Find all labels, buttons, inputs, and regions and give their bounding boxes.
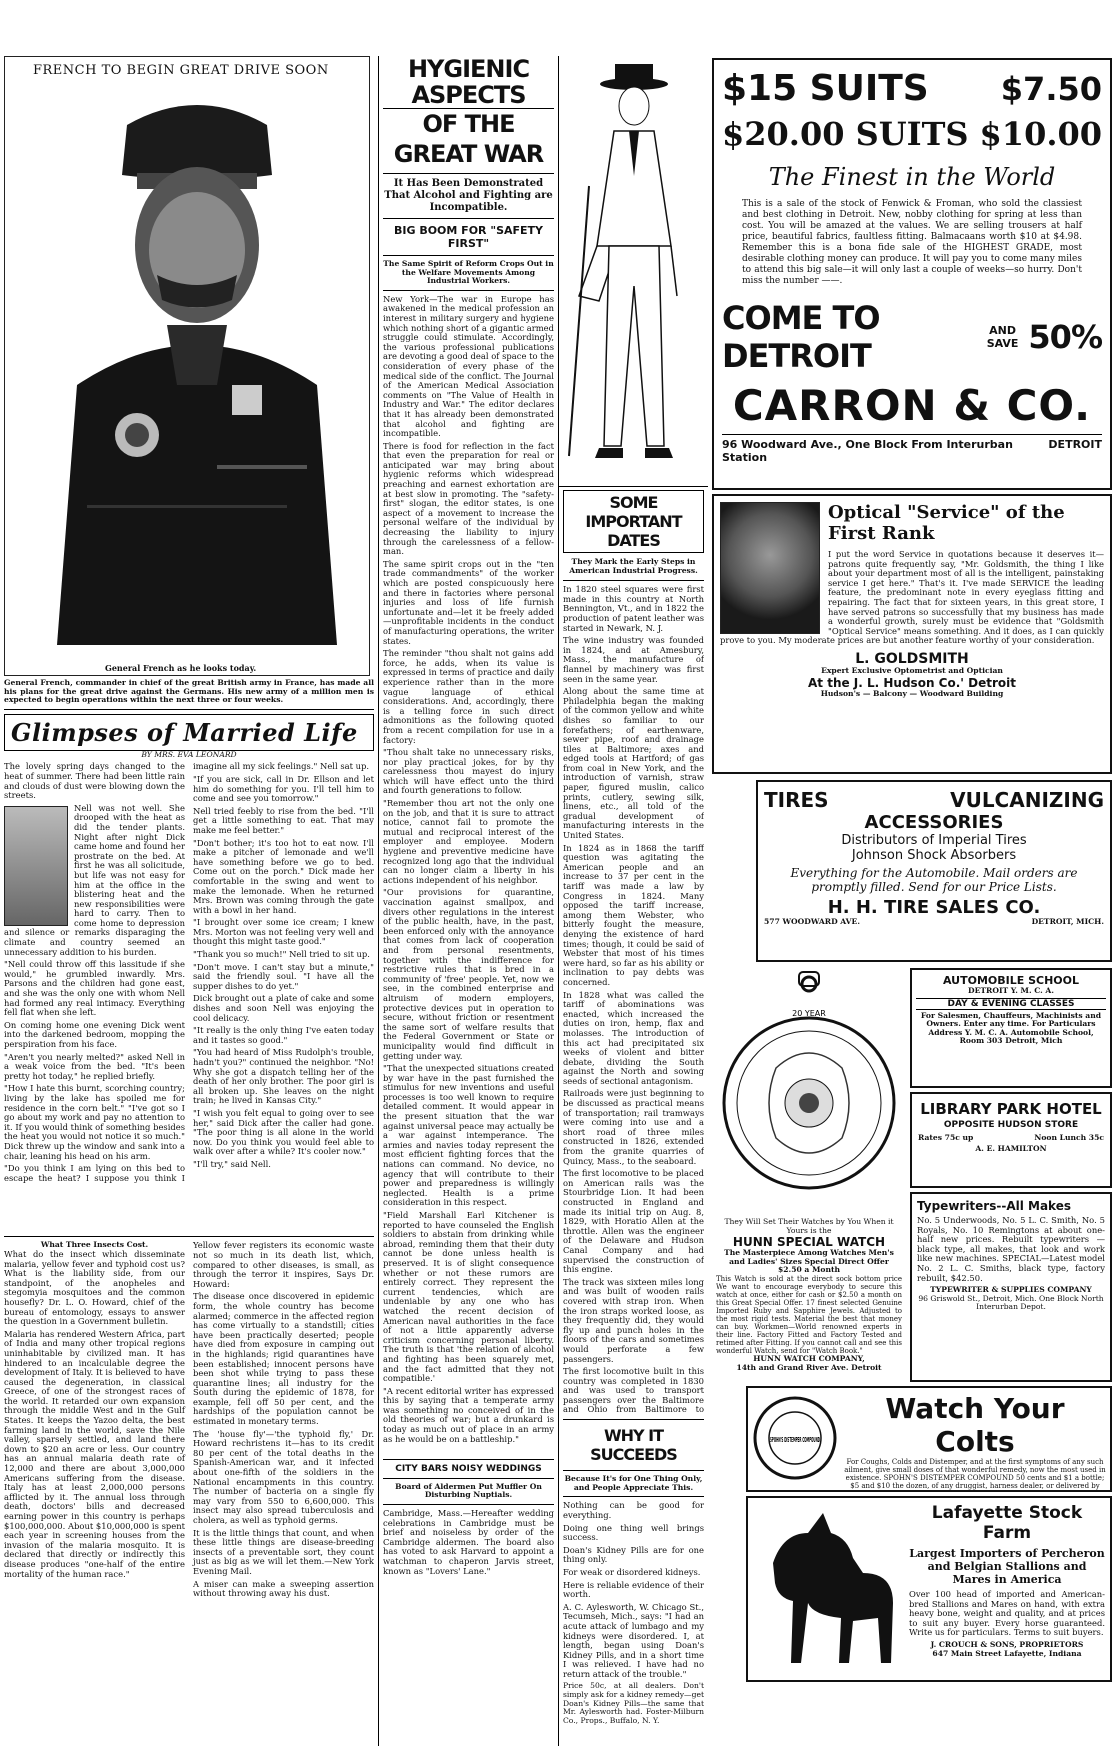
dates-paragraph: In 1820 steel squares were first made in this country at North Bennington, Vt., and in 1822 the production of patent leather was started in Newark, N. J. xyxy=(563,585,704,633)
why-deck: Because It's for One Thing Only, and People Appreciate This. xyxy=(564,1474,703,1492)
glimpses-paragraph: "Aren't you nearly melted?" asked Nell in a weak voice from the bed. "It's been pretty hot today," he replied briefly. xyxy=(4,1051,185,1081)
watch-title: HUNN SPECIAL WATCH xyxy=(732,1235,886,1250)
tires-line: Everything for the Automobile. Mail orders are promptly filled. Send for our Price Lists. xyxy=(790,866,1078,894)
tires-name: H. H. TIRE SALES CO. xyxy=(827,897,1041,918)
farm-body: Over 100 head of imported and American-bred Stallions and Mares on hand, with extra heavy bone, weight and quality, and at prices to suit any buyer. Every horse guaranteed. Write us for particulars. Terms to suit buyers. xyxy=(909,1589,1105,1638)
typewriters-title: Typewriters--All Makes xyxy=(917,1199,1071,1213)
tires-city: DETROIT, MICH. xyxy=(1031,917,1104,926)
city-title: CITY BARS NOISY WEDDINGS xyxy=(395,1463,542,1474)
carron-come: COME TO DETROIT xyxy=(722,299,880,375)
hygienic-title-1: HYGIENIC ASPECTS xyxy=(383,56,554,109)
hygienic-paragraph: New York—The war in Europe has awakened in the medical profession an interest in military surgery and hygiene which nothing short of a gigantic armed struggle could stimulate. Accordingly, the various professional publications are devoting a good deal of space to the consideration of every phase of the medical side of the conflict. The Journal of the American Medical Association comments on "The Value of Health in Industry and War." The editor declares that it has already been demonstrated that alcohol and fighting are incompatible. xyxy=(383,294,554,439)
hygienic-paragraph: "Field Marshall Earl Kitchener is reported to have counseled the English soldiers to abstain from drinking while abroad, reminding them that their duty cannot be done unless health is preserved. It is of slight consequence whether or not these rumors are entirely correct. They represent the current tendencies, which are undeniable by any one who has watched the recent decision of American naval authorities in the face of not a little apparently adverse criticism concerning personal liberty. The truth is that 'the relation of alcohol and fighting has been squarely met, and the fact admitted that they not compatible.' xyxy=(383,1210,554,1384)
colts-body: For Coughs, Colds and Distemper, and at the first symptoms of any such ailment, give small doses of that wonderful remedy, now the most used in existence. SPOHN'S DISTEMPER COMPOUND 50 cents and $1 a bottle; $5 and $10 the dozen, of any druggist, harness dealer, or delivered by xyxy=(844,1458,1106,1490)
hotel-manager: A. E. HAMILTON xyxy=(975,1143,1047,1153)
column-2 xyxy=(378,56,554,1746)
tires-distributors: Distributors of Imperial Tires xyxy=(841,833,1027,848)
why-title: WHY IT SUCCEEDS xyxy=(590,1426,677,1465)
carron-price-20: $20.00 SUITS xyxy=(722,115,969,153)
carron-sale-750: $7.50 xyxy=(1000,70,1102,108)
photo-text: General French, commander in chief of the great British army in France, has made all his plans for the great drive against the Germans. His new army of a million men is expected to begin operations within the next three or four weeks. xyxy=(4,678,374,705)
why-paragraph: Price 50c, at all dealers. Don't simply ask for a kidney remedy—get Doan's Kidney Pills—the same that Mr. Aylesworth had. Foster-Milburn Co., Props., Buffalo, N. Y. xyxy=(563,1681,704,1725)
glimpses-paragraph: "If you are sick, call in Dr. Ellson and let him do something for you. I'll tell him to come and see you tomorrow." xyxy=(193,773,374,804)
hotel-name: LIBRARY PARK HOTEL xyxy=(920,1100,1102,1118)
carron-name: CARRON & CO. xyxy=(732,381,1092,430)
accessories-title: ACCESSORIES xyxy=(864,812,1004,833)
hotel-rates: Rates 75c up xyxy=(918,1133,974,1142)
glimpses-paragraph: "I brought over some ice cream; I knew Mrs. Morton was not feeling very well and thought this might taste good." xyxy=(193,917,374,947)
photo-caption: General French as he looks today. xyxy=(105,663,257,673)
typewriters-ad xyxy=(910,1192,1112,1382)
photo-box xyxy=(4,56,370,676)
dates-paragraph: The first locomotive to be placed on American rails was the Stourbridge Lion. It had been constructed in England and made its initial trip on Aug. 8, 1829, with Horatio Allen at the throttle. Allen was the engineer of the Delaware and Hudson Canal Company and had supervised the construction of this engine. xyxy=(563,1168,704,1275)
column-3 xyxy=(558,56,708,1746)
auto-school-ad xyxy=(910,968,1112,1088)
colts-company xyxy=(752,1490,1106,1492)
watch-body: This Watch is sold at the direct sock bottom price We want to encourage everybody to secure this watch at once, either for cash or $2.50 a month on this Great Special Offer. 17 finest selected Genuine Imported Ruby and Sapphire Jewels. Adjusted to the most rigid tests. Material the best that money can buy. Workmen—World renowned experts in their line. Factory Fitted and Factory Tested and retimed after Fitting. If you cannot call and see this wonderful Watch, send for "Watch Book." xyxy=(716,1274,902,1355)
watch-intro: They Will Set Their Watches by You When it Yours is the xyxy=(724,1217,894,1235)
glimpses-paragraph: "How I hate this burnt, scorching country; living by the lake has spoiled me for residence in the corn belt." "I've got so I go about my work and pay no attention to it. If you would think of something besides the heat you would not notice it so much." Dick threw up the window and sank into a chair, leaning his head on his arm. xyxy=(4,1083,185,1161)
glimpses-paragraph: "I wish you felt equal to going over to see her," said Dick after the caller had gone. "The poor thing is all alone in the world now. Do you think you would feel able to walk over after a while? It's cooler now." xyxy=(193,1107,374,1157)
school-classes: DAY & EVENING CLASSES xyxy=(916,998,1106,1010)
farm-ad xyxy=(746,1496,1112,1682)
why-paragraph: Doing one thing well brings success. xyxy=(563,1522,704,1543)
dandy-illustration xyxy=(559,56,708,486)
insects-paragraph: The disease once discovered in epidemic form, the whole country has become alarmed; commerce in the affected region has come virtually to a standstill; cities have been practically deserted; people have died from exposure in camping out in the highlands; rigid quarantines have been established; innocent persons have been shot while trying to pass these quarantine lines; all industry for the South during the epidemic of 1878, for example, fell off 50 per cent, and the hardships of the population cannot be estimated in monetary terms. xyxy=(193,1291,374,1427)
carron-city: DETROIT xyxy=(1048,438,1102,451)
dates-paragraph: Along about the same time at Philadelphia began the making of the common yellow and white dishes so familiar to our forefathers; of earthenware, sewer pipe, roof and drainage tiles at Baltimore; axes and edged tools at Hartford; of gas from coal in New York, and the introduction of varnish, straw paper, figured muslin, calico prints, cutlery, sewing silk, linens, etc., all told of the gradual development of manufacturing interests in the United States. xyxy=(563,686,704,841)
carron-slogan: The Finest in the World xyxy=(768,163,1056,191)
school-title: AUTOMOBILE SCHOOL xyxy=(942,974,1079,987)
carron-and-save: AND SAVE xyxy=(986,324,1019,350)
glimpses-paragraph: The lovely spring days changed to the heat of summer. There had been little rain and clouds of dust were blowing down the streets. xyxy=(4,762,185,801)
why-paragraph: Here is reliable evidence of their worth. xyxy=(563,1579,704,1600)
horse-illustration xyxy=(753,1503,903,1673)
city-paragraph: Cambridge, Mass.—Hereafter wedding celebrations in Cambridge must be brief and noiseless by order of the Cambridge aldermen. The board also has voted to ask Harvard to appoint a watchman to chaperon Jarvis street, known as "Lovers' Lane." xyxy=(383,1507,554,1576)
tires-address: 577 WOODWARD AVE. xyxy=(764,917,860,926)
insects-paragraph: Yellow fever registers its economic waste not so much in its death list, which, compared to other diseases, is small, as through the terror it inspires, Says Dr. Howard: xyxy=(193,1241,374,1289)
optical-body: I put the word Service in quotations because it deserves it—patrons quite frequently say, "Mr. Goldsmith, the thing I like about your department most of all is the intelligent, painstaking service I get here." That's it. I've made SERVICE the leading feature, the predominant note in every eyeglass fitting and repairing. The fact that for sixteen years, in this great store, I have served patrons so successfully that my business has made a wonderful growth, surely must be evidence that "Goldsmith "Optical Service" means something. And it does, as I can quickly prove to you. My moderate prices are but another feature worthy of your consideration. xyxy=(720,549,1104,646)
farm-sub: Largest Importers of Percheron and Belgian Stallions and Mares in America xyxy=(909,1547,1105,1586)
spohn-seal-text: SPOHN'S DISTEMPER COMPOUND xyxy=(770,1436,821,1444)
typewriters-address: 96 Griswold St., Detroit, Mich. One Block North Interurban Depot. xyxy=(918,1293,1104,1312)
watch-brand: 20 YEAR xyxy=(792,1009,826,1018)
glimpses-paragraph: "Don't bother; it's too hot to eat now. I'll make a pitcher of lemonade and we'll have something before we go to bed. Come out on the porch." Dick made her comfortable in the swing and went to make the lemonade. When he returned Mrs. Brown was coming through the gate with a bowl in her hand. xyxy=(193,837,374,915)
watch-company: HUNN WATCH COMPANY, xyxy=(753,1353,865,1363)
optical-ad xyxy=(712,494,1112,774)
why-paragraph: Doan's Kidney Pills are for one thing only. xyxy=(563,1544,704,1565)
vulcanizing-title: VULCANIZING xyxy=(950,788,1104,812)
dates-story xyxy=(563,585,704,1415)
carron-body: This is a sale of the stock of Fenwick & Froman, who sold the classiest and best clothing in Detroit. New, nobby clothing for spring at less than cost. You will be amazed at the values. We are selling trousers at half price, beautiful fabrics, faultless fitting. Balmacaans worth $10 at $4.98. Remember this is a bona fide sale of the HIGHEST GRADE, most desirable clothing money can produce. It will pay you to come many miles to attend this big sale—it will only last a couple of weeks—so hurry. Don't miss the number ——. xyxy=(742,199,1082,286)
watch-address: 14th and Grand River Ave. Detroit xyxy=(736,1362,882,1372)
colts-title: Watch Your Colts xyxy=(885,1392,1065,1458)
tires-title: TIRES xyxy=(764,788,829,812)
general-french-portrait xyxy=(17,85,357,645)
farm-company: J. CROUCH & SONS, PROPRIETORS xyxy=(930,1639,1084,1649)
hygienic-paragraph: There is food for reflection in the fact that even the preparation for real or anticipated war may bring about hygienic reforms which widespread preaching and earnest exhortation are at best slow in promoting. The "safety-first" slogan, the editor states, is one aspect of a movement to increase the personal welfare of the individual by decreasing the liability to injury through the carelessness of a fellow-man. xyxy=(383,440,554,557)
glimpses-paragraph: Nell tried feebly to rise from the bed. "I'll get a little something to eat. That may make me feel better." xyxy=(193,805,374,835)
hygienic-paragraph: "A recent editorial writer has expressed this by saying that a temperate army was something no conceived of in the old theories of war; but a drunkard is today as much out of place in an army as he would be on a battleship." xyxy=(383,1385,554,1444)
dates-paragraph: In 1828 what was called the tariff of abominations was enacted, which increased the duties on iron, hemp, flax and molasses. The introduction of this act had precipitated six weeks of violent and bitter debate, dividing the South against the North and sowing seeds of sectional antagonism. xyxy=(563,989,704,1086)
watch-ad xyxy=(712,966,906,1381)
carron-price-15: $15 SUITS xyxy=(722,68,929,109)
school-body: For Salesmen, Chauffeurs, Machinists and Owners. Enter any time. For Particulars Address Y. M. C. A. Automobile School, Room 303 Detroit, Mich xyxy=(920,1010,1102,1046)
dates-paragraph: The wine industry was founded in 1824, and at Amesbury, Mass., the manufacture of flannel by machinery was first seen in the same year. xyxy=(563,635,704,684)
optical-name: L. GOLDSMITH xyxy=(855,650,969,667)
insects-title: What Three Insects Cost. xyxy=(40,1241,149,1250)
dates-paragraph: In 1824 as in 1868 the tariff question was agitating the American people and an increase to 37 per cent in the tariff was made a law by Congress in 1824. Many opposed the tariff increase, among them Webster, who bitterly fought the measure, denying the existence of hard times; though, it could be said of Webster that most of his times were hard, so far as his ability or inclination to pay debts was concerned. xyxy=(563,842,704,987)
glimpses-paragraph: "I'll try," said Nell. xyxy=(193,1158,271,1169)
optical-at: At the J. L. Hudson Co.' Detroit xyxy=(808,675,1016,690)
carron-ad xyxy=(712,58,1112,490)
hygienic-story xyxy=(383,295,554,1455)
insects-paragraph: What do the insect which disseminate malaria, yellow fever and typhoid cost us? What is the liability side, from our standpoint, of the anopheles and stegomyia mosquitoes and the common housefly? Dr. L. O. Howard, chief of the bureau of entomology, essays to answer the question in a Government bulletin. xyxy=(4,1248,185,1327)
glimpses-paragraph: On coming home one evening Dick went into the darkened bedroom, mopping the perspiration from his face. xyxy=(4,1019,185,1049)
why-paragraph: Nothing can be good for everything. xyxy=(563,1500,704,1520)
glimpses-story xyxy=(4,762,374,1232)
typewriters-company: TYPEWRITER & SUPPLIES COMPANY xyxy=(930,1285,1092,1295)
hygienic-paragraph: The reminder "thou shalt not gains add force, he adds, when its value is expressed in terms of practice and daily experience rather than in the more vague language of ethical considerations. And, accordingly, there is a telling force in such direct admonitions as the following quoted from a recent compilation for use in a factory: xyxy=(383,648,554,745)
optical-title: Optical "Service" of the First Rank xyxy=(828,502,1065,544)
dates-paragraph: The first locomotive built in this country was completed in 1830 and was used to transport passengers over the Baltimore and Ohio from Baltimore to xyxy=(563,1366,704,1415)
hygienic-paragraph: "Thou shalt take no unnecessary risks, nor play practical jokes, for by thy carelessness thou mayest do injury which will have effect unto the third and fourth generations to follow. xyxy=(383,747,554,796)
watch-sub: The Masterpiece Among Watches Men's and Ladies' Sizes Special Direct Offer $2.50 a Month xyxy=(724,1248,894,1275)
glimpses-paragraph: Dick brought out a plate of cake and some dishes and soon Nell was enjoying the cool delicacy. xyxy=(193,993,374,1023)
dates-deck: They Mark the Early Steps in American Industrial Progress. xyxy=(569,557,698,575)
glimpses-paragraph: Nell was not well. She drooped with the heat as did the tender plants. Night after night Dick came home and found her prostrate on the bed. At first he was all solicitude, but life was not easy for him at the office in the blistering heat and the new responsibilities were hard to carry. Then to come home to depression and silence or remarks disparaging the climate and country seemed an unnecessary addition to his burden. xyxy=(4,802,185,957)
farm-address: 647 Main Street Lafayette, Indiana xyxy=(932,1648,1082,1658)
optical-location: Hudson's — Balcony — Woodward Building xyxy=(820,688,1004,698)
carron-sale-10: $10.00 xyxy=(979,115,1102,153)
school-sub: DETROIT Y. M. C. A. xyxy=(968,986,1054,995)
carron-address: 96 Woodward Ave., One Block From Interurban Station xyxy=(722,438,1013,464)
dates-paragraph: Railroads were just beginning to be discussed as practical means of transportation; rail tramways were coming into use and a short road of three miles constructed in 1826, extended from the granite quarries of Quincy, Mass., to the seaboard. xyxy=(563,1088,704,1166)
hotel-lunch: Noon Lunch 35c xyxy=(1034,1133,1104,1142)
colts-ad xyxy=(746,1386,1112,1492)
glimpses-paragraph: "Don't move. I can't stay but a minute," said the friendly soul. "I have all the supper dishes to do yet." xyxy=(193,961,374,991)
hotel-opposite: OPPOSITE HUDSON STORE xyxy=(943,1120,1079,1130)
city-deck: Board of Aldermen Put Muffler On Disturbing Nuptials. xyxy=(395,1481,542,1500)
glimpses-header xyxy=(4,714,374,751)
insects-paragraph: Malaria has rendered Western Africa, part of India and many other tropical regions uninhabitable by civilized man. It has hindered to an incalculable degree the development of Italy. It is believed to have caused the degeneration, in classical Greece, of one of the strongest races of the world. It retarded our own expansion through the middle West and in the Gulf States. It keeps the Yazoo delta, the best farming land in the world, save the Nile valley, sparsely settled, and land there down to $20 an acre or less. Our country has an annual malaria death rate of 12,000 and there are about 3,000,000 Americans suffering from the disease. Italy has at least 2,000,000 persons afflicted by it. The annual loss through death, doctors' bills and decreased earning power in this country is perhaps $100,000,000. About $10,000,000 is spent each year in screening houses from the invasion of the malaria mosquito. It is declared that directly or indirectly this disease produces "one-half of the entire mortality of the human race." xyxy=(4,1328,185,1579)
pocket-watch-illustration xyxy=(716,968,902,1218)
optical-sub: Expert Exclusive Optometrist and Optician xyxy=(821,665,1003,675)
glimpses-title: Glimpses of Married Life xyxy=(11,717,358,747)
hygienic-paragraph: "That the unexpected situations created by war have in the past furnished the stimulus for new inventions and useful processes is too well known to require detailed comment. It would appear in the present situation that the war against universal peace may actually be a war against intemperance. The armies and navies today represent the most efficient fighting forces that the nations can command. No device, no agency that will contribute to their power and preparedness is willingly neglected. Health is a prime consideration in this respect. xyxy=(383,1063,554,1208)
glimpses-paragraph: "Thank you so much!" Nell tried to sit up. xyxy=(193,949,370,960)
insects-paragraph: It is the little things that count, and when these little things are disease-breeding insects of a preventable sort, they count just as big as we will let them.—New York Evening Mail. xyxy=(193,1527,374,1576)
column-1 xyxy=(4,56,374,1746)
glimpses-paragraph: "You had heard of Miss Rudolph's trouble, hadn't you?" continued the neighbor. "No! Why she got a dispatch telling her of the death of her only brother. The poor girl is all broken up. She leaves on the night train; he lived in Kansas City." xyxy=(193,1047,374,1106)
why-paragraph: A. C. Aylesworth, W. Chicago St., Tecumseh, Mich., says: "I had an acute attack of lumbago and my kidneys were disordered. I, at length, began using Doan's Kidney Pills, and in a short time I was relieved. I have had no return attack of the trouble." xyxy=(563,1601,704,1679)
dates-paragraph: The track was sixteen miles long and was built of wooden rails covered with strap iron. When the iron straps worked loose, as they frequently did, they would fly up and punch holes in the floors of the cars and sometimes would perforate a few passengers. xyxy=(563,1276,704,1364)
hygienic-paragraph: The same spirit crops out in the "ten trade commandments" of the worker which are posted conspicuously here and there in factories where personal injuries and loss of life furnish unfortunate and—let it be freely added—unprofitable incidents in the conduct of manufacturing operations, the writer states. xyxy=(383,558,554,646)
hotel-ad xyxy=(910,1092,1112,1188)
goldsmith-portrait xyxy=(720,502,820,634)
hygienic-title-2: OF THE GREAT WAR xyxy=(393,110,544,168)
dates-title: SOME IMPORTANT DATES xyxy=(563,490,704,553)
why-paragraph: For weak or disordered kidneys. xyxy=(563,1566,701,1577)
carron-pct: 50% xyxy=(1028,318,1102,356)
glimpses-paragraph: "Do you think I am lying on this bed to escape the heat? I suppose you think I imagine all my sick feelings." Nell sat up. xyxy=(4,762,370,1183)
insects-paragraph: A miser can make a sweeping assertion without throwing away his dust. xyxy=(193,1578,374,1599)
spohn-seal-icon xyxy=(752,1392,838,1484)
hygienic-deck-1: It Has Been Demonstrated That Alcohol and Fighting are Incompatible. xyxy=(384,178,553,213)
why-story xyxy=(563,1501,704,1725)
glimpses-paragraph: "Nell could throw off this lassitude if she would," he grumbled inwardly. Mrs. Parsons and the children had gone east, and she was the only one with whom Nell had formed any real intimacy. Everything fell flat when she left. xyxy=(4,959,185,1018)
tires-ad xyxy=(756,780,1112,962)
farm-title: Lafayette Stock Farm xyxy=(931,1503,1083,1543)
glimpses-byline: BY MRS. EVA LEONARD xyxy=(141,749,237,759)
photo-title: FRENCH TO BEGIN GREAT DRIVE SOON xyxy=(33,63,329,78)
tires-absorbers: Johnson Shock Absorbers xyxy=(851,848,1017,863)
insects-story xyxy=(4,1241,374,1711)
hygienic-deck-2: BIG BOOM FOR "SAFETY FIRST" xyxy=(393,224,544,250)
glimpses-paragraph: "It really is the only thing I've eaten today and it tastes so good." xyxy=(193,1025,374,1045)
insects-paragraph: The 'house fly'—'the typhoid fly,' Dr. Howard rechristens it—has to its credit 80 per cent of the total deaths in the Spanish-American war, and it infected about one-fifth of the soldiers in the National encampments in this country. The number of bacteria on a single fly may vary from 550 to 6,600,000. This insect may also spread tuberculosis and cholera, as well as typhoid germs. xyxy=(193,1428,374,1525)
typewriters-body: No. 5 Underwoods, No. 5 L. C. Smith, No. 5 Royals, No. 10 Remingtons at about one-half new prices. Rebuilt typewriters — black type, all makes, that look and work like new machines. SPECIAL—Latest model No. 2 L. C. Smiths, black type, factory rebuilt, $42.50. xyxy=(917,1215,1105,1283)
hygienic-deck-3: The Same Spirit of Reform Crops Out in the Welfare Movements Among Industrial Workers. xyxy=(383,259,554,286)
hygienic-paragraph: "Our provisions for quarantine, vaccination against smallpox, and divers other regulations in the interest of the public health, have, in the past, been enforced only with the annoyance that comes from lack of cooperation and from personal resentments, together with the indifference for restrictive rules that is bred in a community of 'free' people. Yet, now we see, in the combined enterprise and altruism of modern employers, protective devices put in operation to secure, without friction or resentment the same sort of welfare results that the Federal Government or State or municipality would find difficult in getting under way. xyxy=(383,887,554,1061)
woman-portrait xyxy=(4,806,68,926)
hygienic-paragraph: "Remember thou art not the only one on the job, and that it is sure to attract notice, cannot fail to promote the mutual and reciprocal interest of the employer and employee. Modern hygiene and preventive medicine have recognized long ago that the individual can no longer claim a liberty in his actions independent of his neighbor. xyxy=(383,798,554,885)
